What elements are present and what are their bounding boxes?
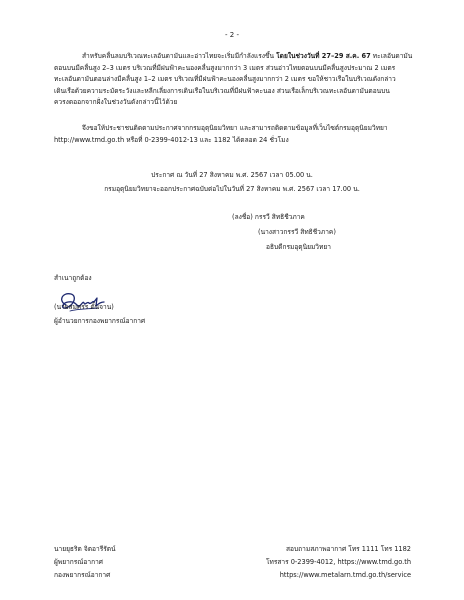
next-announce: กรมอุตุนิยมวิทยาจะออกประกาศฉบับต่อไปในวันที่ 27 สิงหาคม พ.ศ. 2567 เวลา 17.00 น. [104, 185, 360, 193]
announce-date: ประกาศ ณ วันที่ 27 สิงหาคม พ.ศ. 2567 เวลา 05.00 น. [151, 171, 313, 179]
paragraph-line: เดินเรือด้วยความระมัดระวังและหลีกเลี่ยงการเดินเรือในบริเวณที่มีฝนฟ้าคะนอง ส่วนเรือเล็กบริเวณทะเลอันดามันตอนบน [54, 86, 390, 95]
footer-left-line: กองพยากรณ์อากาศ [54, 571, 111, 579]
paragraph-text: ทะเลอันดามัน [370, 52, 413, 60]
footer-left-line: ผู้พยากรณ์อากาศ [54, 558, 103, 566]
footer-right-line: https://www.metalarn.tmd.go.th/service [279, 571, 411, 579]
paragraph-line: จึงขอให้ประชาชนติดตามประกาศจากกรมอุตุนิยมวิทยา และสามารถติดตามข้อมูลที่เว็บไซต์กรมอุตุนิยมวิทยา [82, 124, 388, 132]
page-number: - 2 - [225, 31, 239, 39]
paragraph-line [54, 51, 413, 63]
certified-label: สำเนาถูกต้อง [54, 274, 92, 282]
signed-line: (ลงชื่อ) กรรวี สิทธิชีวภาค [232, 213, 305, 221]
certifier-name: (นายสมศรร ตั้นจาน) [54, 303, 114, 311]
paragraph-follow-up [54, 123, 410, 146]
paragraph-text: สำหรับคลื่นลมบริเวณทะเลอันดามันและอ่าวไทยจะเริ่มมีกำลังแรงขึ้น [82, 52, 277, 60]
website-phone-line: http://www.tmd.go.th หรือที่ 0-2399-4012-13 และ 1182 ได้ตลอด 24 ชั่วโมง [54, 135, 289, 144]
footer-left-line: นายยุธริต จิตอารีรัตน์ [54, 545, 116, 553]
footer-right-line: สอบถามสภาพอากาศ โทร 1111 โทร 1182 [286, 545, 411, 553]
paragraph-line: ควรงดออกจากฝั่งในช่วงวันดังกล่าวนี้ไว้ด้วย [54, 98, 178, 106]
paragraph-line: ทะเลอันดามันตอนล่างมีคลื่นสูง 1–2 เมตร บริเวณที่มีฝนฟ้าคะนองคลื่นสูงมากกว่า 2 เมตร ขอให้ชาวเรือในบริเวณดังกล่าว [54, 75, 396, 83]
certifier-position: ผู้อำนวยการกองพยากรณ์อากาศ [54, 317, 146, 325]
paragraph-line: ตอนบนมีคลื่นสูง 2–3 เมตร บริเวณที่มีฝนฟ้าคะนองคลื่นสูงมากกว่า 3 เมตร ส่วนอ่าวไทยตอนบนมีคลื่นสูงประมาณ 2 เมตร [54, 63, 396, 72]
signatory-name: (นางสาวกรรวี สิทธิชีวภาค) [258, 228, 336, 236]
footer-right-line: โทรสาร 0-2399-4012, https://www.tmd.go.th [265, 558, 411, 566]
signatory-position: อธิบดีกรมอุตุนิยมวิทยา [266, 243, 331, 251]
paragraph-wave-warning [54, 51, 413, 109]
date-range-highlight: โดยในช่วงวันที่ 27–29 ส.ค. 67 [276, 52, 371, 60]
